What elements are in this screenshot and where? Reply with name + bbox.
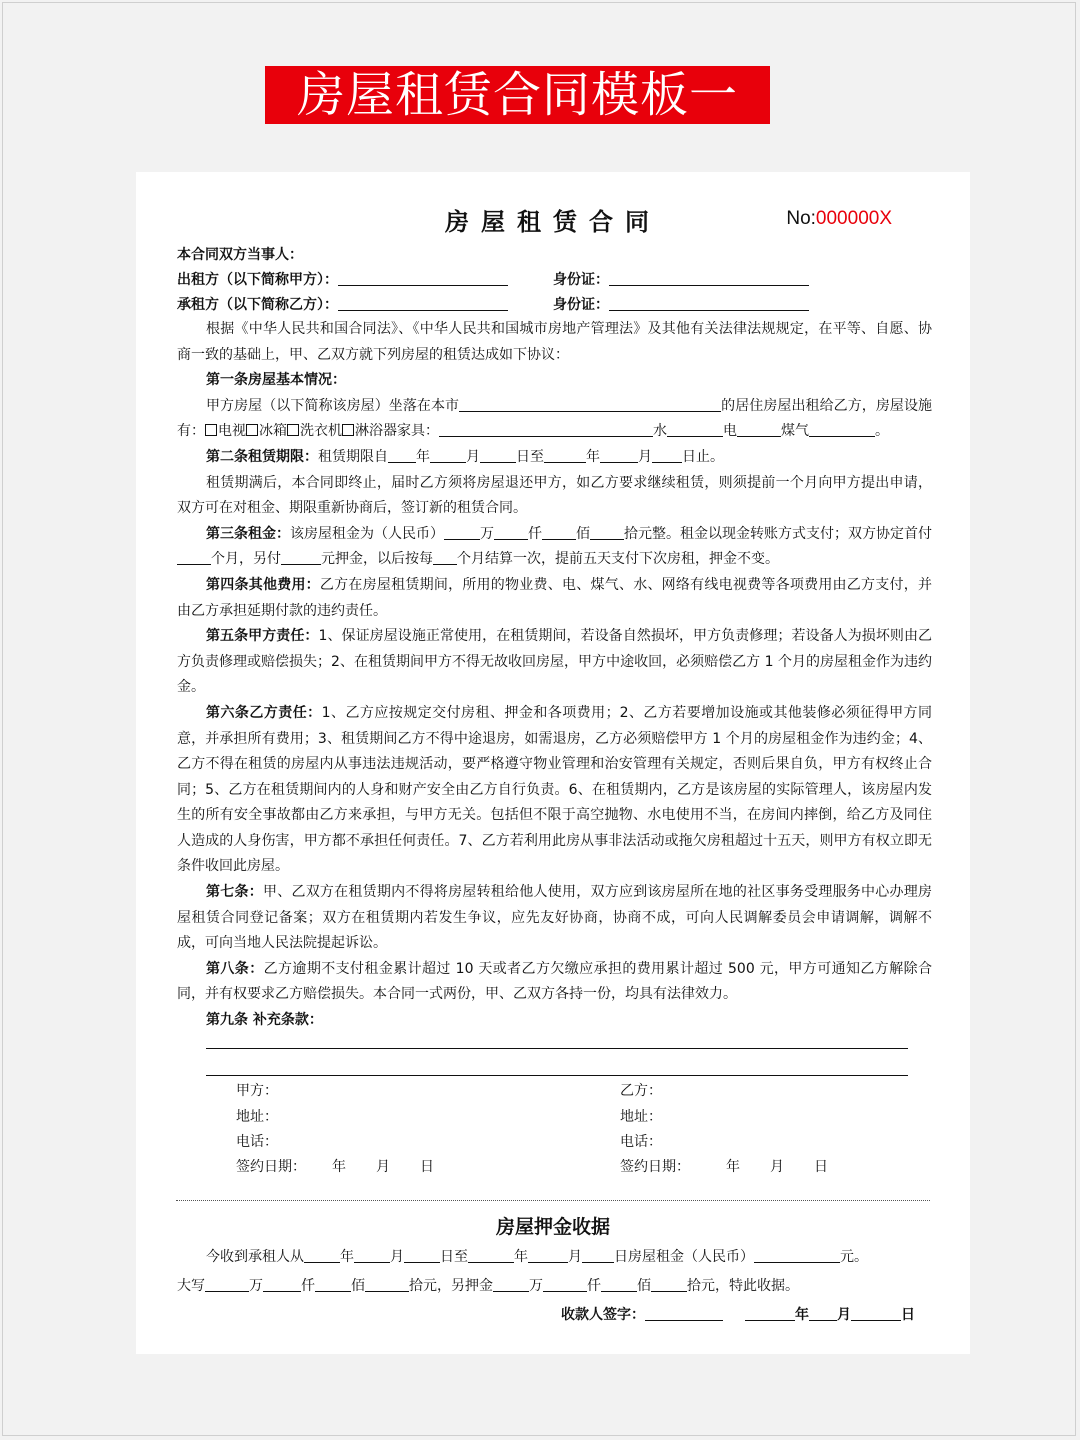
contract-number-value: 000000X [815, 208, 892, 229]
article-6-text: 1、乙方应按规定交付房租、押金和各项费用；2、乙方若要增加设施或其他装修必须征得甲方同意，并承担所有费用；3、租赁期间乙方不得中途退房，如需退房，乙方必须赔偿甲方 1 个月的房屋租金作为违约金；4、乙方不得在租赁的房屋内从事违法违规活动，要严格遵守物业管理和治安管理有关规定，否则后果自负，甲方有权终止合同；5、乙方在租赁期间内的人身和财产安全由乙方自行负责。6、在租赁期内，乙方是该房屋的实际管理人，该房屋内发生的所有安全事故都由乙方来承担，与甲方无关。包括但不限于高空抛物、水电使用不当，在房间内摔倒，给乙方及同住人造成的人身伤害，甲方都不承担任何责任。7、乙方若利用此房从事非法活动或拖欠房租超过十五天，则甲方有权立即无条件收回此房屋。 [177, 704, 933, 875]
day-label: 日 [901, 1307, 915, 1323]
checkbox-shower[interactable] [342, 424, 354, 436]
article-3-text-c: 个月，另付 [211, 551, 281, 568]
article-3-text-d: 元押金，以后按每 [321, 551, 433, 568]
receipt-text-a: 今收到承租人从 [206, 1249, 304, 1265]
water-label: 水 [653, 423, 667, 440]
intro-paragraph: 根据《中华人民共和国合同法》、《中华人民共和国城市房地产管理法》及其他有关法律法规规定，在平等、自愿、协商一致的基础上，甲、乙双方就下列房屋的租赁达成如下协议： [177, 321, 932, 363]
year-label: 年 [726, 1159, 740, 1175]
article-4-text: 乙方在房屋租赁期间，所用的物业费、电、煤气、水、网络有线电视费等各项费用由乙方支付，并由乙方承担延期付款的违约责任。 [177, 576, 932, 619]
rent-wan-blank[interactable] [205, 1277, 249, 1292]
first-months-blank[interactable] [177, 550, 211, 565]
year-label: 年 [514, 1249, 528, 1265]
rent-qian-blank[interactable] [263, 1277, 301, 1292]
rent-qian-blank[interactable] [494, 525, 528, 540]
item-tv: 电视 [218, 423, 246, 440]
cycle-months-blank[interactable] [433, 550, 457, 565]
cut-line [176, 1200, 930, 1201]
article-3-text-e: 个月结算一次，提前五天支付下次房租，押金不变。 [457, 551, 779, 568]
bai-label: 佰 [637, 1278, 651, 1294]
article-2-renewal: 租赁期满后，本合同即终止，届时乙方须将房屋退还甲方，如乙方要求继续租赁，则须提前一个月向甲方提出申请，双方可在对租金、期限重新协商后，签订新的租赁合同。 [177, 474, 932, 517]
article-9-heading: 第九条 补充条款： [206, 1012, 323, 1029]
wan-label: 万 [529, 1278, 543, 1294]
article-6-heading: 第六条乙方责任： [206, 704, 322, 721]
month-label: 月 [770, 1159, 784, 1175]
sign-date-label: 签约日期： [236, 1159, 306, 1175]
receipt-end-text: 拾元，特此收据。 [687, 1278, 799, 1294]
template-banner: 房屋租赁合同模板一 [265, 66, 770, 124]
qian-label: 仟 [528, 525, 542, 542]
month-label: 月 [466, 448, 480, 465]
sign-date-label: 签约日期： [620, 1159, 690, 1175]
receipt-start-month[interactable] [354, 1248, 390, 1263]
article-1-heading: 第一条房屋基本情况： [206, 372, 346, 389]
bai-label: 佰 [576, 525, 590, 542]
day-label: 日 [420, 1159, 434, 1175]
receipt-title: 房屋押金收据 [495, 1216, 610, 1238]
receipt-text-c: 日房屋租金（人民币） [614, 1249, 754, 1265]
payee-year-blank[interactable] [745, 1306, 795, 1321]
day-label: 日 [814, 1159, 828, 1175]
address-blank[interactable] [459, 397, 721, 412]
article-6 [177, 701, 932, 880]
article-3-heading: 第三条租金： [206, 525, 290, 542]
end-month-blank[interactable] [600, 448, 638, 463]
receipt-capital-label: 大写 [177, 1278, 205, 1294]
electric-label: 电 [723, 423, 737, 440]
year-label: 年 [795, 1307, 809, 1323]
article-1-end: 。 [875, 423, 889, 440]
lessor-label: 出租方（以下简称甲方）： [177, 272, 338, 288]
wan-label: 万 [249, 1278, 263, 1294]
water-blank[interactable] [667, 422, 723, 437]
rent-shi-blank[interactable] [365, 1277, 409, 1292]
item-fridge: 冰箱 [259, 423, 287, 440]
supplement-line-1[interactable] [206, 1048, 908, 1049]
party-b-phone: 电话： [620, 1134, 662, 1150]
contract-title: 房屋租赁合同 [445, 208, 661, 236]
start-month-blank[interactable] [430, 448, 466, 463]
article-5-text: 1、保证房屋设施正常使用，在租赁期间，若设备自然损坏，甲方负责修理；若设备人为损坏则由乙方负责修理或赔偿损失；2、在租赁期间甲方不得无故收回房屋，甲方中途收回，必须赔偿乙方 1 个月的房屋租金作为违约金。 [177, 628, 933, 696]
party-a-label: 甲方： [236, 1083, 278, 1099]
deposit-wan-blank[interactable] [493, 1277, 529, 1292]
party-a-phone: 电话： [236, 1134, 278, 1150]
deposit-shi-blank[interactable] [651, 1277, 687, 1292]
year-label: 年 [332, 1159, 346, 1175]
item-shower-furniture: 淋浴器家具： [355, 423, 439, 440]
lessor-id-blank[interactable] [609, 271, 809, 286]
checkbox-washer[interactable] [287, 424, 299, 436]
lessor-id-label: 身份证： [553, 272, 609, 288]
rent-shi-blank[interactable] [590, 525, 624, 540]
lessee-id-blank[interactable] [609, 296, 809, 311]
payee-row [561, 1306, 915, 1324]
furniture-blank[interactable] [439, 422, 653, 437]
payee-day-blank[interactable] [851, 1306, 901, 1321]
start-year-blank[interactable] [388, 448, 416, 463]
article-8-text: 乙方逾期不支付租金累计超过 10 天或者乙方欠缴应承担的费用累计超过 500 元，甲方可通知乙方解除合同，并有权要求乙方赔偿损失。本合同一式两份，甲、乙双方各持一份，均具有法律效力。 [177, 960, 932, 1003]
receipt-line-2 [177, 1277, 799, 1295]
payee-signature-blank[interactable] [645, 1306, 723, 1321]
receipt-end-month[interactable] [528, 1248, 568, 1263]
article-2-end: 日止。 [682, 448, 724, 465]
article-1-text-b: 的居住房屋出租给乙方，房屋设施有： [177, 397, 933, 440]
receipt-text-b: 日至 [440, 1249, 468, 1265]
wan-label: 万 [480, 525, 494, 542]
contract-number [786, 208, 892, 230]
electric-blank[interactable] [737, 422, 781, 437]
year-label: 年 [416, 448, 430, 465]
party-a-sign-date [236, 1158, 434, 1176]
lessee-row [177, 296, 508, 314]
payee-label: 收款人签字： [561, 1307, 645, 1323]
start-day-blank[interactable] [480, 448, 516, 463]
article-4-heading: 第四条其他费用： [206, 576, 320, 593]
payee-month-blank[interactable] [809, 1306, 837, 1321]
article-5-heading: 第五条甲方责任： [206, 628, 319, 645]
to-label: 日至 [516, 448, 544, 465]
receipt-amount[interactable] [754, 1248, 840, 1263]
gas-blank[interactable] [809, 422, 875, 437]
article-5 [177, 624, 932, 701]
deposit-qian-blank[interactable] [543, 1277, 587, 1292]
lessee-id-label: 身份证： [553, 297, 609, 313]
gas-label: 煤气 [781, 423, 809, 440]
party-a-address: 地址： [236, 1109, 278, 1125]
month-label: 月 [568, 1249, 582, 1265]
article-7 [177, 880, 932, 957]
article-8 [177, 957, 932, 1008]
item-washer: 洗衣机 [300, 423, 342, 440]
receipt-end-year[interactable] [468, 1248, 514, 1263]
contract-paper [136, 172, 970, 1354]
checkbox-tv[interactable] [205, 424, 217, 436]
article-3-text-b: 拾元整。租金以现金转账方式支付；双方协定首付 [624, 525, 932, 542]
month-label: 月 [638, 448, 652, 465]
receipt-line-1 [206, 1248, 868, 1266]
lessee-id-row [553, 296, 809, 314]
month-label: 月 [376, 1159, 390, 1175]
end-day-blank[interactable] [652, 448, 682, 463]
year-label: 年 [586, 448, 600, 465]
article-2-text: 租赁期限自 [318, 448, 388, 465]
article-4 [177, 573, 932, 624]
rent-bai-blank[interactable] [315, 1277, 351, 1292]
contract-body [177, 317, 932, 1034]
lessee-label: 承租方（以下简称乙方）： [177, 297, 338, 313]
party-b-address: 地址： [620, 1109, 662, 1125]
parties-heading: 本合同双方当事人： [177, 247, 303, 263]
lessor-row [177, 271, 508, 289]
receipt-start-day[interactable] [404, 1248, 440, 1263]
lessor-id-row [553, 271, 809, 289]
end-year-blank[interactable] [544, 448, 586, 463]
receipt-end-day[interactable] [582, 1248, 614, 1263]
article-7-heading: 第七条： [206, 884, 263, 901]
article-1-text-a: 甲方房屋（以下简称该房屋）坐落在本市 [206, 397, 460, 414]
lessee-name-blank[interactable] [338, 296, 508, 311]
article-1-text [177, 394, 932, 445]
year-label: 年 [340, 1249, 354, 1265]
bai-label: 佰 [351, 1278, 365, 1294]
receipt-deposit-label: 拾元，另押金 [409, 1278, 493, 1294]
supplement-line-2[interactable] [206, 1075, 908, 1076]
month-label: 月 [390, 1249, 404, 1265]
qian-label: 仟 [587, 1278, 601, 1294]
article-2-heading: 第二条租赁期限： [206, 448, 318, 465]
party-b-sign-date [620, 1158, 828, 1176]
deposit-blank[interactable] [281, 550, 321, 565]
contract-number-prefix: No: [786, 208, 816, 229]
receipt-text-d: 元。 [840, 1249, 868, 1265]
lessor-name-blank[interactable] [338, 271, 508, 286]
qian-label: 仟 [301, 1278, 315, 1294]
receipt-start-year[interactable] [304, 1248, 340, 1263]
article-2 [177, 445, 932, 471]
checkbox-fridge[interactable] [246, 424, 258, 436]
deposit-bai-blank[interactable] [601, 1277, 637, 1292]
article-3 [177, 522, 932, 573]
article-3-text-a: 该房屋租金为（人民币） [290, 525, 444, 542]
rent-bai-blank[interactable] [542, 525, 576, 540]
rent-wan-blank[interactable] [444, 525, 480, 540]
party-b-label: 乙方： [620, 1083, 662, 1099]
article-8-heading: 第八条： [206, 960, 264, 977]
article-7-text: 甲、乙双方在租赁期内不得将房屋转租给他人使用，双方应到该房屋所在地的社区事务受理服务中心办理房屋租赁合同登记备案；双方在租赁期内若发生争议，应先友好协商，协商不成，可向人民调解委员会申请调解，调解不成，可向当地人民法院提起诉讼。 [177, 884, 933, 952]
month-label: 月 [837, 1307, 851, 1323]
